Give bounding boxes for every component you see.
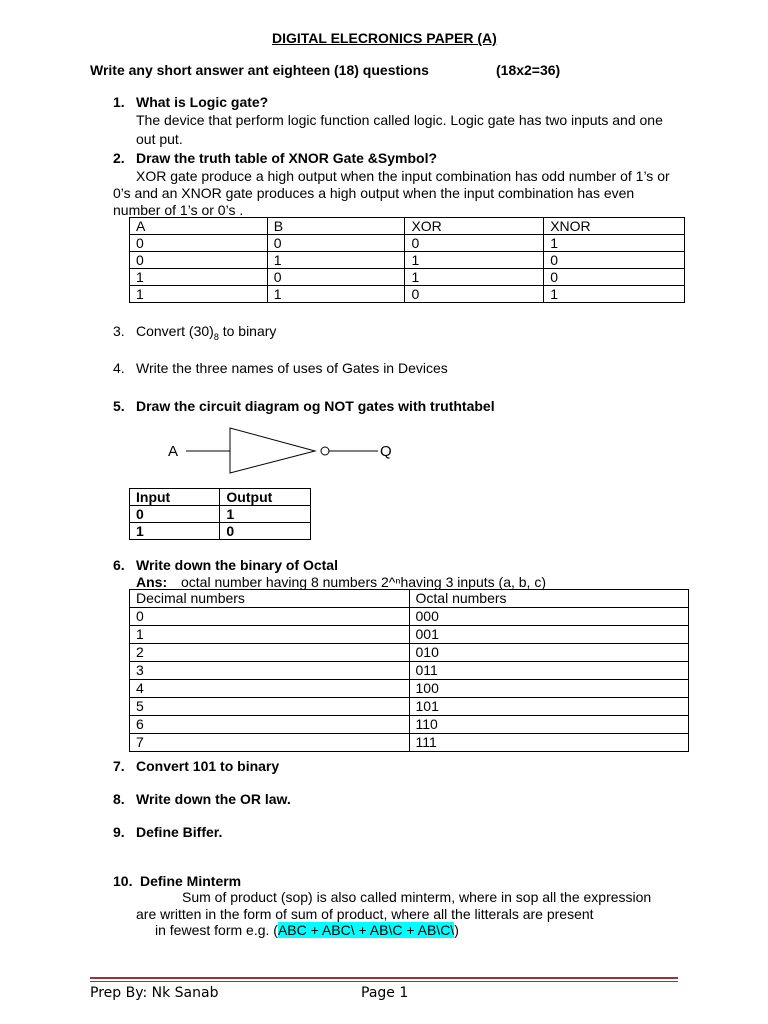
table-cell: 101 bbox=[409, 698, 689, 716]
table-cell: 010 bbox=[409, 644, 689, 662]
answer-2-line-1: XOR gate produce a high output when the input combination has odd number of 1’s or bbox=[136, 168, 670, 184]
table-cell: 4 bbox=[130, 680, 410, 698]
question-10-number: 10. bbox=[113, 873, 133, 889]
table-row bbox=[130, 252, 685, 269]
table-cell: 1 bbox=[544, 286, 685, 303]
table-cell: 1 bbox=[405, 269, 544, 286]
question-1-number: 1. bbox=[113, 94, 125, 110]
answer-2-line-3: number of 1’s or 0’s . bbox=[113, 202, 244, 218]
page-title: DIGITAL ELECRONICS PAPER (A) bbox=[272, 30, 497, 46]
answer-6-text: octal number having 8 numbers 2^ⁿhaving 3 inputs (a, b, c) bbox=[181, 574, 546, 590]
question-9: Define Biffer. bbox=[136, 824, 223, 840]
answer-10-line-2: are written in the form of sum of product, where all the litterals are present bbox=[136, 906, 594, 922]
table-row bbox=[130, 716, 689, 734]
instruction: Write any short answer ant eighteen (18) questions bbox=[90, 62, 429, 78]
table-cell: 0 bbox=[220, 523, 311, 540]
table-row bbox=[130, 523, 311, 540]
question-6-number: 6. bbox=[113, 557, 125, 573]
octal-table bbox=[129, 589, 689, 752]
table-cell: 0 bbox=[544, 252, 685, 269]
table-row bbox=[130, 506, 311, 523]
table-cell: 0 bbox=[267, 235, 405, 252]
question-3 bbox=[136, 323, 276, 342]
table-row bbox=[130, 269, 685, 286]
table-cell: 6 bbox=[130, 716, 410, 734]
table-cell: 1 bbox=[267, 286, 405, 303]
footer-prepared-by: Prep By: Nk Sanab bbox=[90, 985, 219, 1001]
table-header: Input bbox=[130, 489, 220, 506]
question-2-number: 2. bbox=[113, 150, 125, 166]
question-8-number: 8. bbox=[113, 791, 125, 807]
table-cell: 1 bbox=[267, 252, 405, 269]
not-gate-diagram bbox=[160, 420, 410, 480]
question-2: Draw the truth table of XNOR Gate &Symbol? bbox=[136, 150, 438, 166]
question-3-text: Convert (30) bbox=[136, 323, 214, 339]
table-row bbox=[130, 680, 689, 698]
input-label-a: A bbox=[168, 443, 179, 460]
table-cell: 2 bbox=[130, 644, 410, 662]
question-3-text-end: to binary bbox=[218, 323, 277, 339]
table-cell: 1 bbox=[130, 523, 220, 540]
table-cell: 1 bbox=[130, 626, 410, 644]
table-cell: 001 bbox=[409, 626, 689, 644]
table-header: Output bbox=[220, 489, 311, 506]
table-header: Octal numbers bbox=[409, 590, 689, 608]
table-cell: 110 bbox=[409, 716, 689, 734]
answer-10-text: in fewest form e.g. ( bbox=[155, 922, 278, 938]
table-cell: 111 bbox=[409, 734, 689, 752]
footer-rule-bottom bbox=[90, 981, 678, 982]
table-row bbox=[130, 662, 689, 680]
table-cell: 011 bbox=[409, 662, 689, 680]
table-cell: 5 bbox=[130, 698, 410, 716]
table-cell: 0 bbox=[544, 269, 685, 286]
table-cell: 000 bbox=[409, 608, 689, 626]
table-header: XNOR bbox=[544, 218, 685, 235]
table-cell: 0 bbox=[130, 235, 268, 252]
table-cell: 0 bbox=[405, 235, 544, 252]
question-5-number: 5. bbox=[113, 398, 125, 414]
answer-6-label: Ans: bbox=[136, 574, 168, 590]
table-row bbox=[130, 698, 689, 716]
table-header-row bbox=[130, 590, 689, 608]
question-8: Write down the OR law. bbox=[136, 791, 291, 807]
marks: (18x2=36) bbox=[496, 62, 561, 78]
xnor-truth-table bbox=[129, 217, 685, 303]
table-cell: 1 bbox=[220, 506, 311, 523]
inversion-bubble bbox=[321, 447, 329, 455]
table-cell: 1 bbox=[130, 269, 268, 286]
table-cell: 1 bbox=[405, 252, 544, 269]
table-cell: 0 bbox=[130, 506, 220, 523]
table-header: XOR bbox=[405, 218, 544, 235]
table-cell: 1 bbox=[544, 235, 685, 252]
table-cell: 0 bbox=[267, 269, 405, 286]
highlighted-expression: ABC + ABC\ + AB\C + AB\C\ bbox=[277, 922, 455, 938]
table-header: Decimal numbers bbox=[130, 590, 410, 608]
output-label-q: Q bbox=[380, 443, 392, 460]
table-row bbox=[130, 626, 689, 644]
table-header-row bbox=[130, 218, 685, 235]
table-cell: 0 bbox=[405, 286, 544, 303]
footer-page-number: Page 1 bbox=[361, 985, 409, 1001]
table-header: B bbox=[267, 218, 405, 235]
question-7-number: 7. bbox=[113, 758, 125, 774]
base-subscript: 8 bbox=[213, 331, 219, 342]
not-truth-table bbox=[129, 488, 311, 540]
question-1: What is Logic gate? bbox=[136, 94, 269, 110]
question-4: Write the three names of uses of Gates in Devices bbox=[136, 360, 448, 376]
table-header-row bbox=[130, 489, 311, 506]
table-cell: 100 bbox=[409, 680, 689, 698]
table-row bbox=[130, 644, 689, 662]
table-cell: 0 bbox=[130, 608, 410, 626]
answer-10-line-1: Sum of product (sop) is also called minterm, where in sop all the expression bbox=[182, 889, 652, 905]
question-10: Define Minterm bbox=[140, 873, 242, 889]
table-row bbox=[130, 286, 685, 303]
question-5: Draw the circuit diagram og NOT gates with truthtabel bbox=[136, 398, 495, 414]
answer-1-line-1: The device that perform logic function called logic. Logic gate has two inputs and one bbox=[136, 112, 663, 128]
question-4-number: 4. bbox=[113, 360, 125, 376]
answer-1-line-2: out put. bbox=[136, 131, 183, 147]
table-cell: 0 bbox=[130, 252, 268, 269]
answer-10-line-3 bbox=[155, 922, 459, 938]
answer-10-close: ) bbox=[454, 922, 459, 938]
footer-rule-top bbox=[90, 977, 678, 979]
question-9-number: 9. bbox=[113, 824, 125, 840]
question-3-number: 3. bbox=[113, 323, 125, 339]
table-cell: 3 bbox=[130, 662, 410, 680]
table-row bbox=[130, 608, 689, 626]
question-6: Write down the binary of Octal bbox=[136, 557, 338, 573]
table-row bbox=[130, 235, 685, 252]
not-gate-triangle bbox=[230, 428, 315, 473]
table-cell: 7 bbox=[130, 734, 410, 752]
table-cell: 1 bbox=[130, 286, 268, 303]
question-7: Convert 101 to binary bbox=[136, 758, 280, 774]
table-row bbox=[130, 734, 689, 752]
answer-2-line-2: 0’s and an XNOR gate produces a high output when the input combination has even bbox=[113, 185, 635, 201]
table-header: A bbox=[130, 218, 268, 235]
